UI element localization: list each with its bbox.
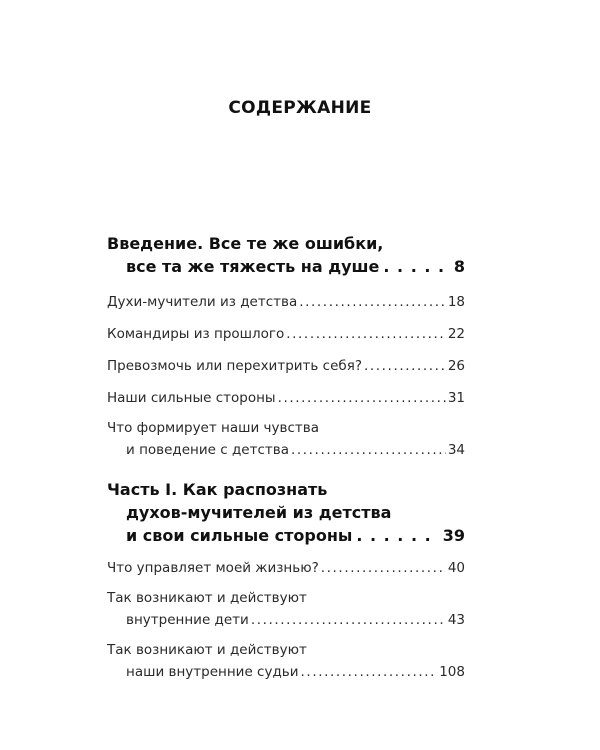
toc-line (107, 232, 465, 255)
toc-entry[interactable] (107, 323, 465, 345)
toc-line (107, 255, 465, 278)
dot-leader (278, 387, 446, 409)
toc-entry-text: и свои сильные стороны (126, 526, 353, 545)
dot-leader (383, 255, 449, 278)
toc-entry-text: Так возникают и действуют (107, 590, 307, 606)
page-number: 40 (447, 560, 465, 576)
toc-entry-text: Введение. Все те же ошибки, (107, 234, 384, 253)
page-number: 18 (447, 294, 465, 310)
toc-entry-part-1[interactable] (107, 478, 465, 547)
toc-entry-text: Командиры из прошлого (107, 326, 285, 342)
toc-entry-text: духов-мучителей из детства (126, 503, 392, 522)
page-number: 43 (447, 612, 465, 628)
toc-entry[interactable] (107, 417, 465, 461)
toc-entry-text: все та же тяжесть на душе (126, 257, 380, 276)
dot-leader (356, 524, 438, 547)
toc-entry-text: Наши сильные стороны (107, 390, 276, 406)
toc-entry-introduction[interactable] (107, 232, 465, 278)
toc-entry-text: Так возникают и действуют (107, 642, 307, 658)
toc-entry-text: Что формирует наши чувства (107, 420, 319, 436)
dot-leader (291, 439, 446, 461)
dot-leader (321, 557, 446, 579)
page-number: 26 (447, 358, 465, 374)
toc-entry[interactable] (107, 587, 465, 631)
toc-entry[interactable] (107, 291, 465, 313)
page-number: 31 (447, 390, 465, 406)
toc-entry-text: Часть I. Как распознать (107, 480, 328, 499)
dot-leader (364, 355, 446, 377)
dot-leader (301, 661, 438, 683)
toc-entry[interactable] (107, 557, 465, 579)
toc-entry-text: внутренние дети (126, 612, 249, 628)
toc-entry[interactable] (107, 355, 465, 377)
toc-entry-text: и поведение с детства (126, 442, 289, 458)
page-number: 8 (453, 257, 465, 276)
toc-entry-text: Духи-мучители из детства (107, 294, 298, 310)
toc-entry[interactable] (107, 639, 465, 683)
toc-entry-text: Превозмочь или перехитрить себя? (107, 358, 362, 374)
toc-entry-text: наши внутренние судьи (126, 664, 299, 680)
page-title: СОДЕРЖАНИЕ (228, 98, 372, 118)
toc-entry-text: Что управляет моей жизнью? (107, 560, 319, 576)
dot-leader (299, 291, 446, 313)
dot-leader (251, 609, 446, 631)
page-number: 22 (447, 326, 465, 342)
page-number: 108 (439, 664, 465, 680)
page-number: 39 (442, 526, 465, 545)
toc-entry[interactable] (107, 387, 465, 409)
dot-leader (286, 323, 446, 345)
page-number: 34 (447, 442, 465, 458)
